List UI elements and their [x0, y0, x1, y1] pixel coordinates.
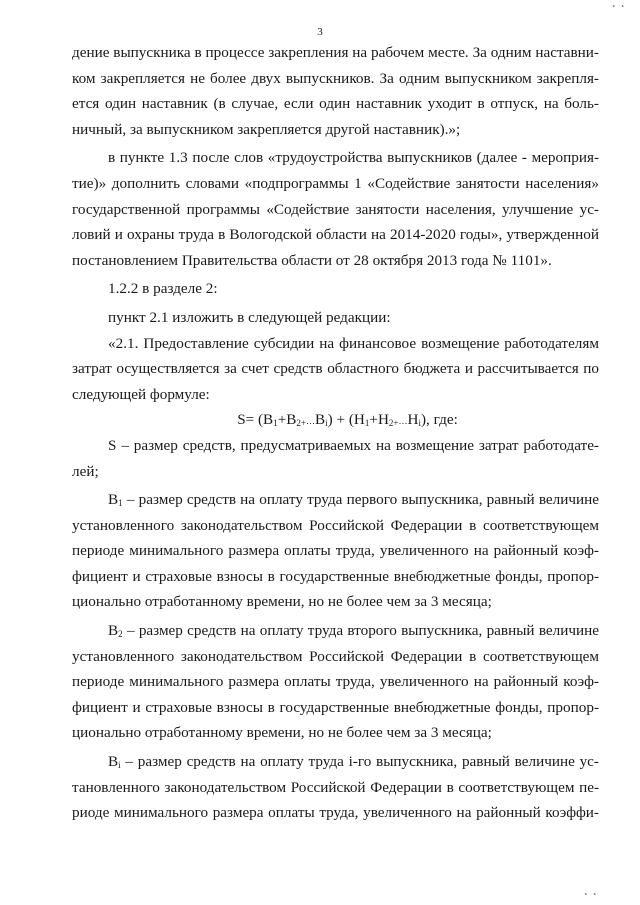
text-line: S – размер средств, предусматриваемых на возмещение затрат работодате- — [108, 436, 599, 454]
text-line: 1.2.2 в разделе 2: — [108, 280, 218, 298]
text-line: $B_2$ – размер средств на оплату труда второго выпускника, равный величине — [108, 622, 600, 640]
text-line: «2.1. Предоставление субсидии на финансовое возмещение работодателям — [108, 334, 599, 352]
text-line: пункт 2.1 изложить в следующей редакции: — [108, 308, 391, 326]
text-line: в пункте 1.3 после слов «трудоустройства выпускников (далее - мероприя- — [108, 149, 599, 167]
text-line: ловий и охраны труда в Вологодской области на 2014-2020 годы», утвержденной — [72, 226, 599, 244]
scan-mark-bottom: • • — [584, 890, 598, 899]
text-line: ничный, за выпускником закрепляется другой наставник).»; — [72, 120, 461, 138]
text-line: ционально отработанному времени, но не более чем за 3 месяца; — [72, 593, 492, 611]
text-line: лей; — [72, 462, 99, 480]
text-line: ется один наставник (в случае, если один наставник уходит в отпуск, на боль- — [72, 95, 599, 113]
text-line: установленного законодательством Российской Федерации в соответствующем — [72, 516, 599, 534]
text-line: периоде минимального размера оплаты труда, увеличенного на районный коэф- — [72, 542, 599, 560]
text-line: $B_i$ – размер средств на оплату труда i-го выпускника, равный величине ус- — [108, 753, 599, 771]
text-line: риоде минимального размера оплаты труда, увеличенного на районный коэффи- — [72, 804, 599, 822]
document-body — [72, 40, 599, 826]
text-line: тие)» дополнить словами «подпрограммы 1 «Содействие занятости населения» — [72, 174, 599, 192]
text-line: дение выпускника в процессе закрепления на рабочем месте. За одним наставни- — [72, 44, 599, 61]
text-line: государственной программы «Содействие занятости населения, улучшение ус- — [72, 200, 599, 218]
text-line: следующей формуле: — [72, 385, 210, 403]
page-number: 3 — [317, 26, 323, 38]
formula: $S= (B_1+B_{2+}\dots B_i)$ + $(H_1+H_{2+}\dots H_i)$, где: — [237, 411, 458, 429]
scan-mark-top: • • — [612, 2, 626, 11]
text-line: фициент и страховые взносы в государственные внебюджетные фонды, пропор- — [72, 698, 599, 716]
text-line: тановленного законодательством Российской Федерации в соответствующем пе- — [72, 778, 599, 796]
text-line: $B_1$ – размер средств на оплату труда первого выпускника, равный величине — [108, 491, 599, 509]
text-line: затрат осуществляется за счет средств областного бюджета и рассчитывается по — [72, 360, 599, 378]
text-line: постановлением Правительства области от 28 октября 2013 года № 1101». — [72, 251, 552, 269]
text-line: установленного законодательством Российской Федерации в соответствующем — [72, 647, 599, 665]
text-line: ком закрепляется не более двух выпускников. За одним выпускником закрепля- — [72, 69, 599, 87]
text-line: периоде минимального размера оплаты труда, увеличенного на районный коэф- — [72, 673, 599, 691]
text-line: ционально отработанному времени, но не более чем за 3 месяца; — [72, 724, 492, 742]
text-line: фициент и страховые взносы в государственные внебюджетные фонды, пропор- — [72, 567, 599, 585]
